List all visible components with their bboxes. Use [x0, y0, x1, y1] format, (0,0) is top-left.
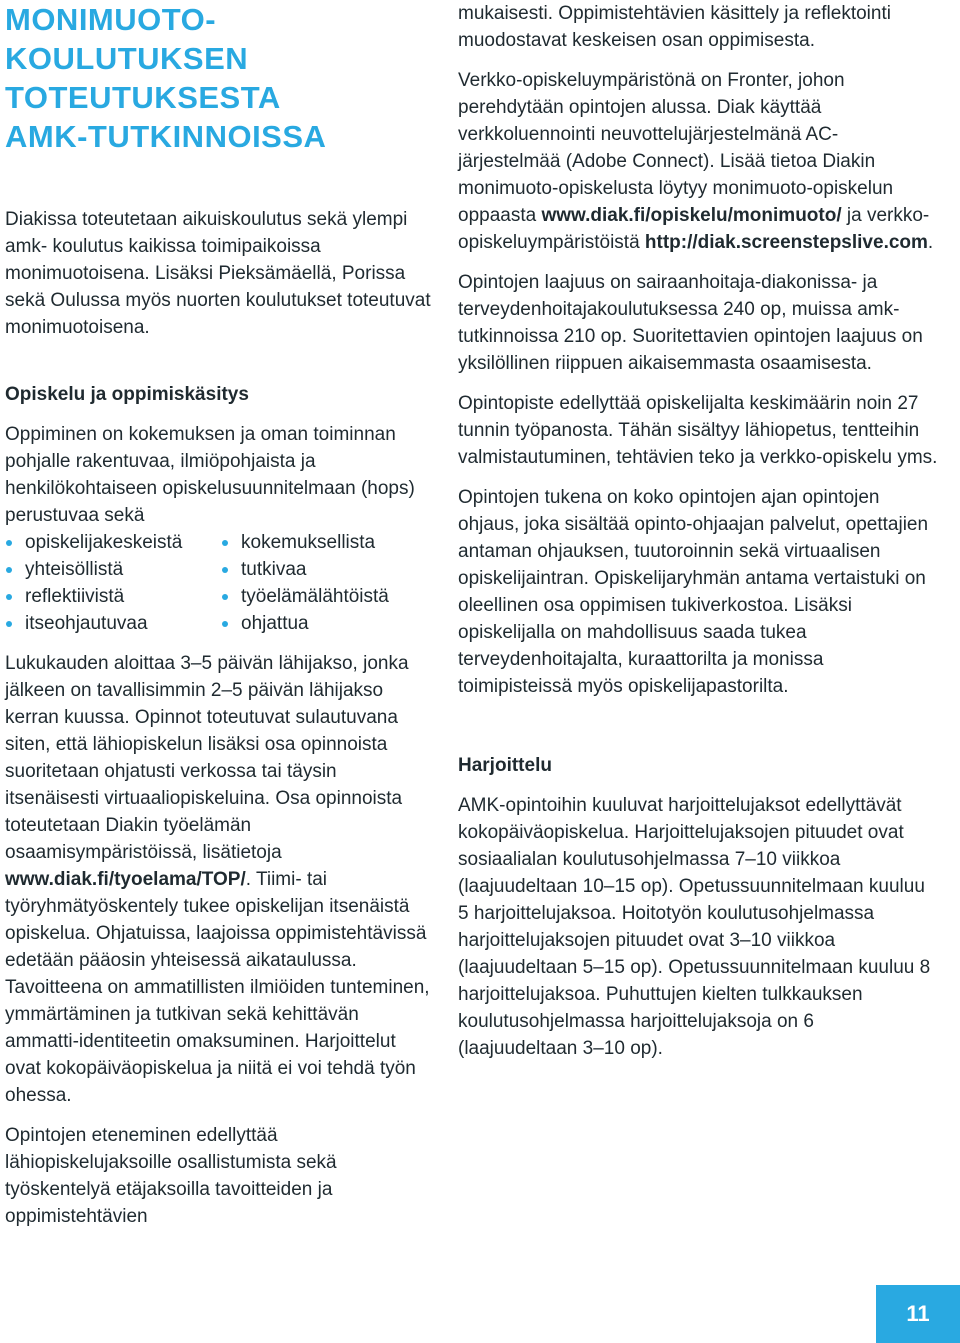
paragraph-text: ja verkko-opiskeluympäristöistä: [458, 205, 930, 253]
oppiminen-paragraph: Oppiminen on kokemuksen ja oman toiminnan pohjalle rakentuvaa, ilmiöpohjaista ja henkilökohtaiseen opiskelusuunnitelmaan (hops) perustuvaa sekä: [5, 424, 415, 526]
bullet-item: työelämälähtöistä: [221, 583, 435, 610]
paragraph-text: Verkko-opiskeluympäristönä on Fronter, johon perehdytään opintojen alussa. Diak käyttää verkkoluennointi neuvottelujärjestelmänä AC-järjestelmää (Adobe Connect). Lisää tietoa Diakin monimuoto-opiskelusta löytyy monimuoto-opiskelun oppaasta: [458, 70, 894, 226]
verkko-paragraph: [458, 67, 938, 256]
title-line: TOTEUTUKSESTA: [5, 80, 281, 115]
lukukausi-paragraph: [5, 650, 435, 1109]
section-heading-opiskelu: Opiskelu ja oppimiskäsitys: [5, 384, 249, 405]
monimuoto-link[interactable]: www.diak.fi/opiskelu/monimuoto/: [541, 205, 842, 226]
page-title: [5, 0, 435, 156]
bullet-item: reflektiivistä: [5, 583, 221, 610]
harjoittelu-paragraph: AMK-opintoihin kuuluvat harjoittelujaksot edellyttävät kokopäiväopiskelua. Harjoittelujaksojen pituudet ovat sosiaalialan koulutusohjelmassa 7–10 viikkoa (laajuudeltaan 10–15 op). Opetussuunnitelmaan kuuluu 5 harjoittelujaksoa. Hoitotyön koulutusohjelmassa harjoittelujaksojen pituudet ovat 3–10 viikkoa (laajuudeltaan 5–15 op). Opetussuunnitelmaan kuuluu 8 harjoittelujaksoa. Puhuttujen kielten tulkkauksen koulutusohjelmassa harjoittelujaksoja on 6 (laajuudeltaan 3–10 op).: [458, 795, 931, 1059]
bullet-item: tutkivaa: [221, 556, 435, 583]
page-number-badge: 11: [876, 1285, 960, 1343]
opintopiste-paragraph: Opintopiste edellyttää opiskelijalta keskimäärin noin 27 tunnin työpanosta. Tähän sisältyy lähiopetus, tentteihin valmistautuminen, tehtävien teko ja verkko-opiskelu yms.: [458, 393, 938, 468]
bullet-item: kokemuksellista: [221, 529, 435, 556]
laajuus-paragraph: Opintojen laajuus on sairaanhoitaja-diakonissa- ja terveydenhoitajakoulutuksessa 240 op, muissa amk-tutkinnoissa 210 op. Suoritettavien opintojen laajuus on yksilöllinen riippuen aikaisemmasta osaamisesta.: [458, 272, 923, 374]
paragraph-text: . Tiimi- tai työryhmätyöskentely tukee opiskelijan itsenäistä opiskelua. Ohjatuissa, laajoissa oppimistehtävissä edetään pääosin yhteisessä aikataulussa. Tavoitteena on ammatillisten ilmiöiden tunteminen, ymmärtäminen ja tutkivan sekä kehittävän ammatti-identiteetin omaksuminen. Harjoittelut ovat kokopäiväopiskelua ja niitä ei voi tehdä työn ohessa.: [5, 869, 430, 1106]
title-line: AMK-TUTKINNOISSA: [5, 119, 327, 154]
right-column: [458, 0, 938, 1062]
eteneminen-paragraph: Opintojen eteneminen edellyttää lähiopiskelujaksoille osallistumista sekä työskentelyä etäjaksoilla tavoitteiden ja oppimistehtävien: [5, 1125, 337, 1227]
paragraph-text: .: [927, 232, 934, 253]
title-line: MONIMUOTO-: [5, 2, 217, 37]
tuki-paragraph: Opintojen tukena on koko opintojen ajan opintojen ohjaus, joka sisältää opinto-ohjaajan palvelut, opettajien antaman ohjauksen, tuutoroinnin sekä virtuaalisen opiskelijaintran. Opiskelijaryhmän antama vertaistuki on oleellinen osa oppimisen tukiverkostoa. Lisäksi opiskelijalla on mahdollisuus saada tukea terveydenhoitajalta, kuraattorilta ja monissa toimipisteissä myös opiskelijapastorilta.: [458, 487, 929, 697]
screensteps-link[interactable]: http://diak.screenstepslive.com: [644, 232, 928, 253]
section-heading-harjoittelu: Harjoittelu: [458, 755, 552, 776]
title-line: KOULUTUKSEN: [5, 41, 249, 76]
left-column: [5, 0, 435, 1230]
tyoelama-link[interactable]: www.diak.fi/tyoelama/TOP/: [5, 869, 246, 890]
paragraph-text: Lukukauden aloittaa 3–5 päivän lähijakso, jonka jälkeen on tavallisimmin 2–5 päivän lähijakso kerran kuussa. Opinnot toteutuvat sulautuvana siten, että lähiopiskelun lisäksi osa opinnoista suoritetaan ohjatusti verkossa tai täysin itsenäisesti virtuaaliopiskeluina. Osa opinnoista toteutetaan Diakin työelämän osaamisympäristöissä, lisätietoja: [5, 653, 409, 863]
continued-paragraph: mukaisesti. Oppimistehtävien käsittely ja reflektointi muodostavat keskeisen osan oppimisesta.: [458, 3, 891, 51]
bullet-item: opiskelijakeskeistä: [5, 529, 221, 556]
intro-paragraph: Diakissa toteutetaan aikuiskoulutus sekä ylempi amk- koulutus kaikissa toimipaikoissa monimuotoisena. Lisäksi Pieksämäellä, Porissa sekä Oulussa myös nuorten koulutukset toteutuvat monimuotoisena.: [5, 209, 431, 338]
bullet-item: yhteisöllistä: [5, 556, 221, 583]
bullet-item: itseohjautuvaa: [5, 610, 221, 637]
bullet-item: ohjattua: [221, 610, 435, 637]
learning-bullet-list: [5, 529, 435, 637]
